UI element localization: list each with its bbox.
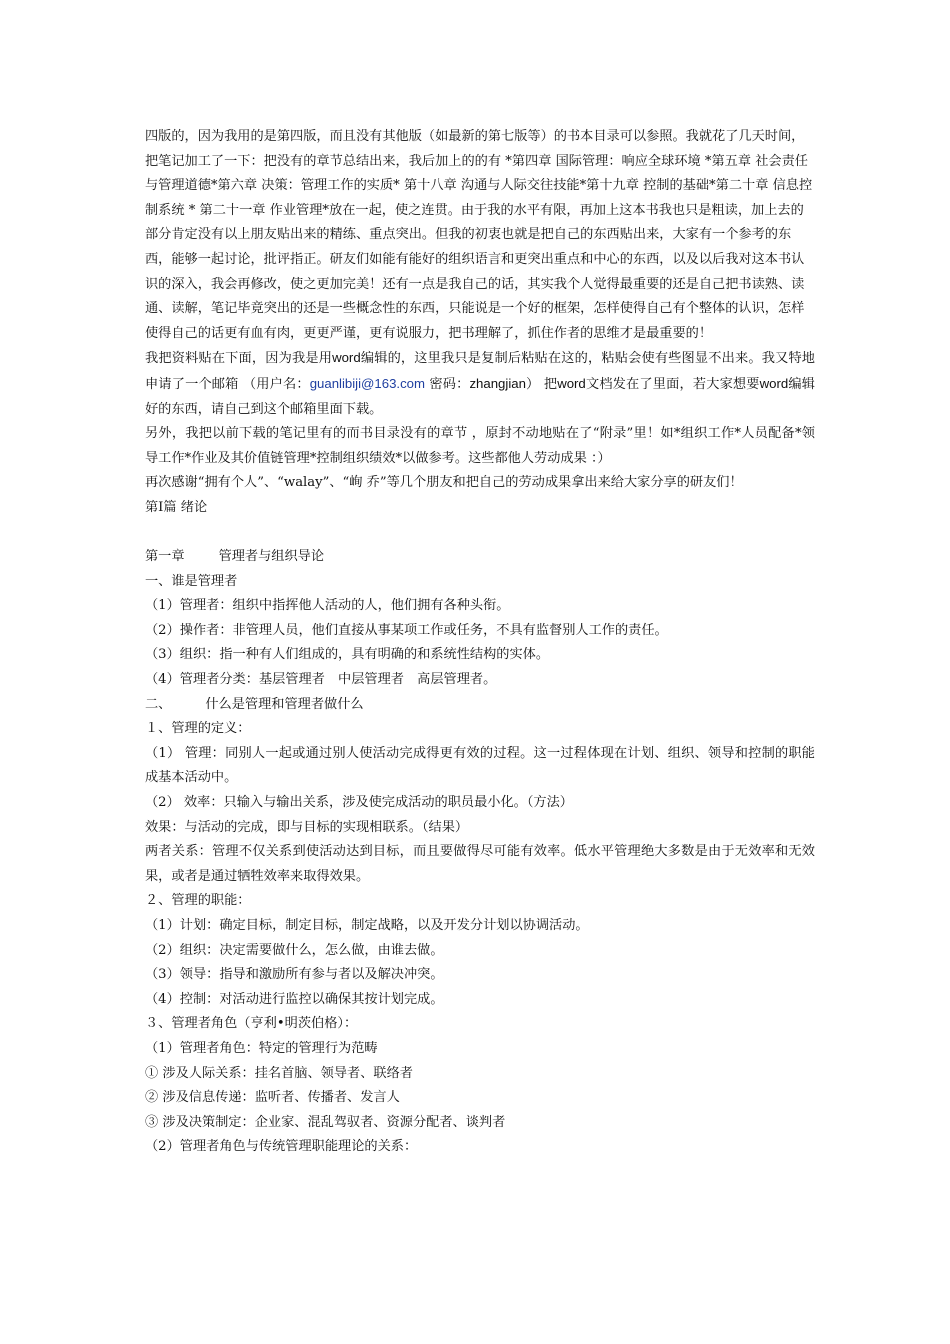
section-1-heading: 一、谁是管理者 — [145, 573, 238, 589]
part-title: 第Ⅰ篇 绪论 — [145, 499, 208, 515]
role-item: （1）管理者角色：特定的管理行为范畴 — [145, 1040, 378, 1056]
password-text: zhangjian — [469, 375, 526, 391]
section-2-heading: 二、 什么是管理和管理者做什么 — [145, 696, 364, 712]
section-1-item: （4）管理者分类：基层管理者 中层管理者 高层管理者。 — [145, 672, 497, 688]
role-item: ② 涉及信息传递：监听者、传播者、发言人 — [145, 1090, 400, 1106]
function-item: （1）计划：确定目标，制定目标，制定战略，以及开发分计划以协调活动。 — [145, 918, 589, 933]
function-item: （3）领导：指导和激励所有参与者以及解决冲突。 — [145, 967, 444, 983]
intro-paragraph-4: 再次感谢“拥有个人”、“walay”、“峋 乔”等几个朋友和把自己的劳动成果拿出来给大家分享的研友们！ — [145, 475, 743, 491]
definition-item: （1） 管理：同别人一起或通过别人使活动完成得更有效的过程。这一过程体现在计划、组织、领导和控制的职能成基本活动中。 — [145, 745, 815, 786]
intro-section — [145, 125, 815, 496]
functions-heading: ２、管理的职能： — [145, 893, 251, 909]
section-1-item: （3）组织：指一种有人们组成的，具有明确的和系统性结构的实体。 — [145, 647, 550, 663]
intro-paragraph-2: 我把资料贴在下面，因为我是用word编辑的，这里我只是复制后粘贴在这的，粘贴会使有些图显不出来。我又特地申请了一个邮箱 （用户名：guanlibiji@163.com 密码：zhangjian） 把word文档发在了里面，若大家想要word编辑好的东西，请自己到这个邮箱里面下载。 — [145, 350, 815, 417]
function-item: （4）控制：对活动进行监控以确保其按计划完成。 — [145, 991, 444, 1007]
chapter-title: 第一章 管理者与组织导论 — [145, 549, 325, 565]
section-1-item: （2）操作者：非管理人员，他们直接从事某项工作或任务，不具有监督别人工作的责任。 — [145, 622, 668, 638]
role-item: （2）管理者角色与传统管理职能理论的关系： — [145, 1139, 418, 1155]
intro-paragraph-3: 另外，我把以前下载的笔记里有的而书目录没有的章节 ，原封不动地贴在了“附录”里！如*组织工作*人员配备*领导工作*作业及其价值链管理*控制组织绩效*以做参考。这些都他人劳动成果 ：） — [145, 426, 815, 466]
document-page — [145, 125, 815, 1160]
role-item: ① 涉及人际关系：挂名首脑、领导者、联络者 — [145, 1065, 413, 1081]
definition-item: 两者关系：管理不仅关系到使活动达到目标，而且要做得尽可能有效率。低水平管理绝大多数是由于无效率和无效果，或者是通过牺牲效率来取得效果。 — [145, 844, 815, 884]
definition-heading: １、管理的定义： — [145, 721, 251, 737]
definition-item: （2） 效率：只输入与输出关系，涉及使完成活动的职员最小化。（方法） — [145, 795, 573, 811]
intro-paragraph-1: 四版的，因为我用的是第四版，而且没有其他版（如最新的第七版等）的书本目录可以参照。我就花了几天时间，把笔记加工了一下：把没有的章节总结出来，我后加上的的有 *第四章 国际管理：响应全球环境 *第五章 社会责任与管理道德*第六章 决策：管理工作的实质* 第十八章 沟通与人际交往技能*第十九章 控制的基础*第二十章 信息控制系统 * 第二十一章 作业管理*放在一起，使之连贯。由于我的水平有限，再加上这本书我也只是粗读，加上去的部分肯定没有以上朋友贴出来的精练、重点突出。但我的初衷也就是把自己的东西贴出来，大家有一个参考的东西，能够一起讨论，批评指正。研友们如能有能好的组织语言和更突出重点和中心的东西，以及以后我对这本书认识的深入，我会再修改，使之更加完美！还有一点是我自己的话，其实我个人觉得最重要的还是自己把书读熟、读通、读解，笔记毕竟突出的还是一些概念性的东西，只能说是一个好的框架，怎样使得自己有个整体的认识，怎样使得自己的话更有血有肉，更更严谨，更有说服力，把书理解了，抓住作者的思维才是最重要的！ — [145, 129, 813, 341]
definition-item: 效果：与活动的完成，即与目标的实现相联系。（结果） — [145, 819, 469, 835]
email-address: guanlibiji@163.com — [309, 375, 425, 391]
section-1-item: （1）管理者：组织中指挥他人活动的人，他们拥有各种头衔。 — [145, 598, 510, 614]
function-item: （2）组织：决定需要做什么，怎么做，由谁去做。 — [145, 942, 444, 958]
roles-heading: ３、管理者角色（亨利•明茨伯格）： — [145, 1016, 358, 1032]
role-item: ③ 涉及决策制定：企业家、混乱驾驭者、资源分配者、谈判者 — [145, 1114, 506, 1130]
